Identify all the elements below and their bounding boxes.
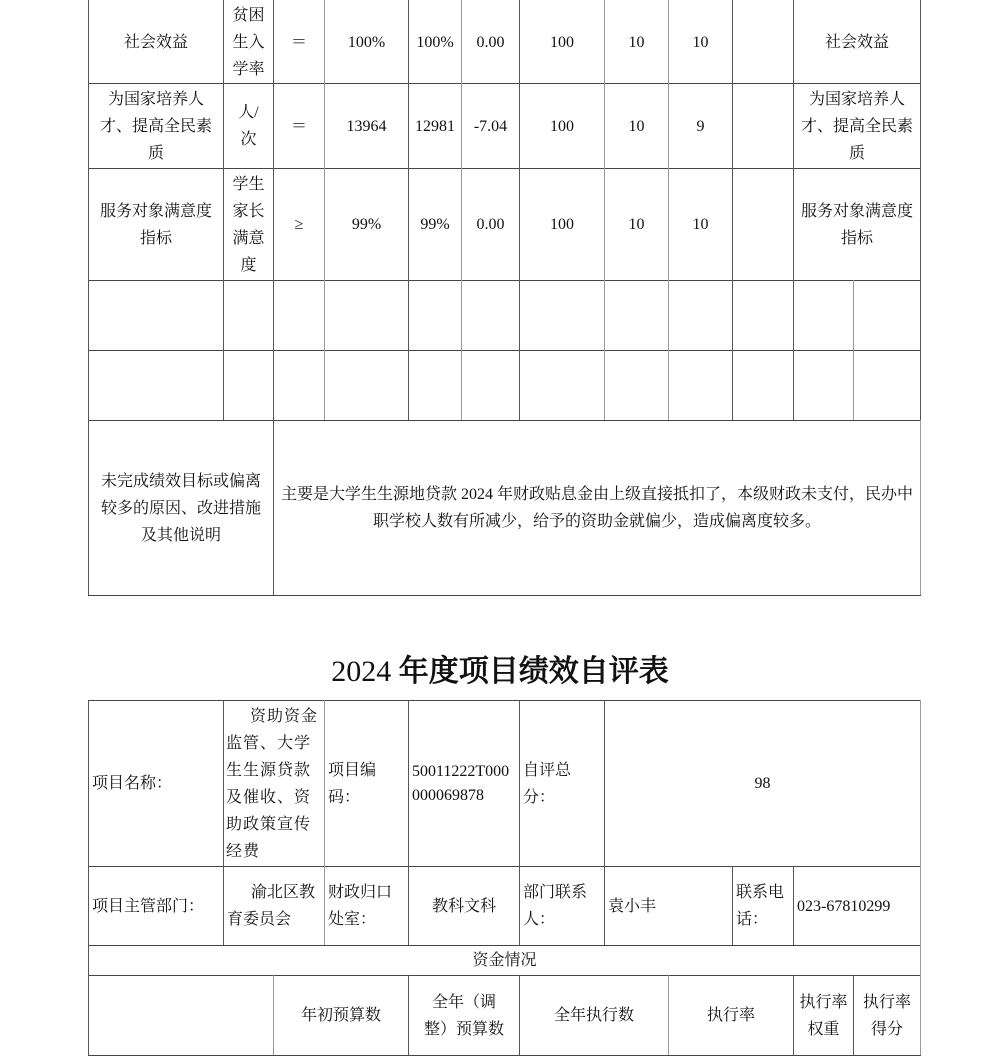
indicator-cell-target: 13964 [346, 117, 387, 135]
table-border [920, 420, 921, 595]
indicator-cell-actual: 12981 [415, 117, 455, 135]
indicator-cell-op: ＝ [290, 117, 307, 135]
table-border [920, 945, 921, 975]
dept-text: 渝北区教育委员会 [227, 884, 316, 928]
table-border [88, 280, 921, 281]
funds-col-initial-budget: 年初预算数 [300, 1007, 381, 1024]
indicator-cell-completion: 100 [550, 216, 574, 233]
title-year: 2024 [331, 655, 392, 688]
project-name-text: 资助资金监管、大学生生源贷款及催收、资助政策宣传经费 [226, 707, 319, 860]
title-text: 年度项目绩效自评表 [398, 655, 669, 688]
indicator-cell-weight: 10 [628, 216, 645, 233]
indicator-cell-note [733, 1, 793, 83]
dept-label: 项目主管部门： [92, 897, 205, 915]
indicator-cell-score: 10 [692, 33, 709, 51]
table-border [920, 700, 921, 866]
indicator-cell-deviation: 0.00 [476, 216, 505, 233]
table-border [88, 350, 921, 351]
indicator-cell-benefit: 为国家培养人才、提高全民素质 [800, 90, 913, 162]
table-border [920, 866, 921, 945]
phone-value: 023-67810299 [797, 897, 891, 915]
table-border [920, 0, 921, 420]
indicator-cell-name: 服务对象满意度指标 [99, 202, 212, 247]
self-score-label: 自评总分： [523, 761, 572, 806]
indicator-cell-target: 100% [347, 33, 386, 51]
indicator-cell-name: 为国家培养人才、提高全民素质 [99, 90, 212, 162]
funds-col-rate-score: 执行率得分 [862, 993, 911, 1038]
table-border [88, 595, 921, 596]
indicator-cell-actual: 100% [416, 33, 454, 51]
phone-label: 联系电话： [736, 884, 785, 928]
indicator-cell-actual: 99% [420, 216, 450, 233]
indicator-cell-indicator: 贫困生入学率 [232, 6, 265, 78]
funds-col-adjusted-budget: 全年（调整）预算数 [423, 993, 504, 1038]
indicator-cell-weight: 10 [628, 33, 645, 51]
indicator-cell-note [733, 84, 793, 168]
project-name-label: 项目名称： [92, 775, 173, 792]
project-name-value [224, 701, 324, 866]
indicator-cell-completion: 100 [550, 117, 574, 135]
indicator-cell-weight: 10 [628, 117, 645, 135]
indicator-cell-deviation: -7.04 [473, 117, 508, 135]
indicator-cell-deviation: 0.00 [476, 33, 505, 51]
indicator-cell-indicator: 人/次 [238, 104, 259, 148]
indicator-cell-name: 社会效益 [123, 33, 188, 51]
reason-label: 未完成绩效目标或偏离较多的原因、改进措施及其他说明 [100, 472, 261, 544]
table-border [88, 1055, 921, 1056]
funds-header: 资金情况 [472, 952, 537, 969]
indicator-cell-benefit: 社会效益 [824, 33, 889, 51]
table-border [920, 975, 921, 1055]
indicator-cell-note [733, 169, 793, 280]
indicator-cell-indicator: 学生家长满意度 [232, 175, 265, 274]
contact-label: 部门联系人： [523, 884, 588, 928]
funds-col-executed: 全年执行数 [553, 1007, 634, 1024]
self-score-value: 98 [754, 775, 771, 792]
project-code-value: 50011222T000000069878 [412, 762, 510, 804]
indicator-cell-score: 9 [696, 117, 705, 135]
table-border [88, 975, 89, 1055]
indicator-cell-op: ≥ [294, 216, 304, 233]
funds-col-rate-weight: 执行率权重 [799, 993, 848, 1038]
indicator-cell-benefit: 服务对象满意度指标 [800, 202, 913, 247]
contact-value: 袁小丰 [608, 897, 657, 915]
indicator-cell-target: 99% [351, 216, 382, 233]
reason-text: 主要是大学生生源地贷款 2024 年财政贴息金由上级直接抵扣了，本级财政未支付，民办中职学校人数有所减少，给予的资助金就偏少，造成偏离度较多。 [280, 486, 913, 530]
table-border [853, 280, 854, 420]
funds-col-exec-rate: 执行率 [706, 1007, 755, 1024]
finance-office-label: 财政归口处室： [328, 884, 393, 928]
project-code-label: 项目编码： [328, 761, 377, 806]
indicator-cell-score: 10 [692, 216, 709, 233]
form-title [0, 652, 1000, 692]
indicator-cell-op: ＝ [290, 33, 307, 51]
finance-office-value: 教科文科 [431, 897, 496, 915]
indicator-cell-completion: 100 [550, 33, 574, 51]
dept-value [224, 867, 324, 945]
